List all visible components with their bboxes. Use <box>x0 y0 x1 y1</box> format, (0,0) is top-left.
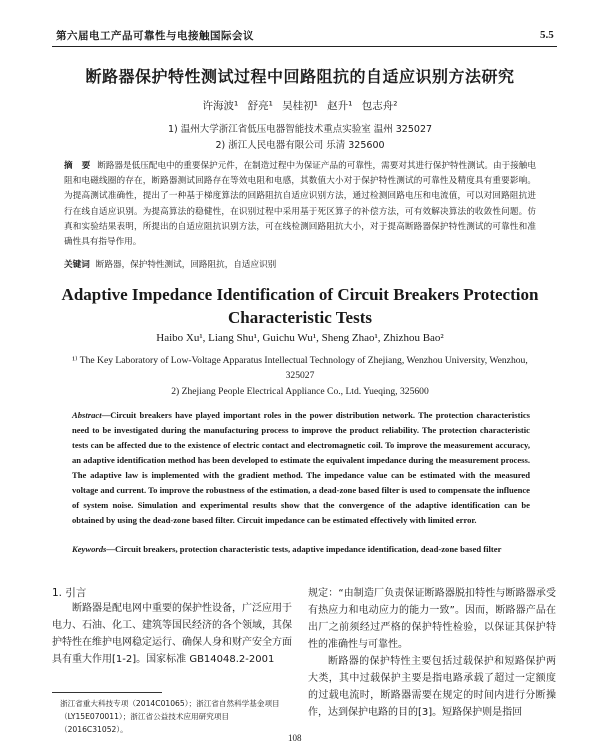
english-affiliation-2: 2) Zhejiang People Electrical Appliance Co., Ltd. Yueqing, 325600 <box>171 386 429 397</box>
english-keywords <box>72 544 532 554</box>
body-paragraph: 断路器的保护特性主要包括过载保护和短路保护两大类，其中过载保护主要是指电路承载了超过一定额度的过载电流时，断路器需要在规定的时间内进行分断操作，达到保护电路的目的[3]。短路保护则是指回 <box>308 656 556 718</box>
english-title <box>40 283 560 329</box>
chinese-abstract-text: 断路器是低压配电中的重要保护元件，在制造过程中为保证产品的可靠性，需要对其进行保护特性测试。由于接触电阻和电磁线圈的存在，断路器测试回路存在等效电阻和电感，其数值大小对于保护特性测试的可靠性及精度具有重要影响。为提高测试准确性，提出了一种基于梯度算法的回路阻抗自适应识别方法，通过检测回路电压和电流值，可以对回路阻抗进行在线自适应识别。为提高算法的稳健性，在识别过程中采用基于死区算子的补偿方法，可有效解决算法的收敛性问题。仿真和实验结果表明，所提出的自适应阻抗识别方法，可在线检测回路阻抗大小，对于提高断路器保护特性测试的可靠性和准确性具有指导作用。 <box>64 161 536 248</box>
english-keywords-label: Keywords— <box>72 544 115 554</box>
english-title-line-1: Adaptive Impedance Identification of Circuit Breakers Protection <box>61 285 539 304</box>
english-title-line-2: Characteristic Tests <box>227 308 372 327</box>
english-abstract-text: Circuit breakers have played important roles in the power distribution network. The protection characteristics need to be investigated during the manufacturing process to improve the product reliability. The protection characteristic tests can be affected due to the existence of electric contact and electromagnetic coil. To improve the measurement accuracy, an adaptive identification method has been developed to estimate the equivalent impedance during the measurement process. The adaptive law is implemented with the gradient method. The impedance value can be estimated with the measured voltage and current. To improve the robustness of the estimation, a dead-zone based filter is used to compensate the influence of system noise. Simulation and experimental results show that the convergence of the adaptive identification can be obtained by using the dead-zone based filter. Circuit impedance can be estimated effectively with limited error. <box>72 410 530 525</box>
chinese-title: 断路器保护特性测试过程中回路阻抗的自适应识别方法研究 <box>85 67 515 86</box>
body-paragraph: 规定：“由制造厂负责保证断路器脱扣特性与断路器承受有热应力和电动应力的能力一致”。因而，断路器产品在出厂之前须经过严格的保护特性检验，以保证其保护特性的准确性与可靠性。 <box>308 588 556 650</box>
chinese-abstract-label: 摘 要 <box>64 161 94 171</box>
chinese-keywords-label: 关键词 <box>64 260 90 270</box>
chinese-affiliation-1: 1) 温州大学浙江省低压电器智能技术重点实验室 温州 325027 <box>167 124 433 135</box>
body-paragraph: 断路器是配电网中重要的保护性设备，广泛应用于电力、石油、化工、建筑等国民经济的各个领域，其保护特性在维护电网稳定运行、确保人身和财产安全方面具有重大作用[1-2]。国家标准 GB14048.2-2001 <box>52 603 292 665</box>
body-right-column <box>308 585 556 721</box>
conference-header: 第六届电工产品可靠性与电接触国际会议 <box>56 30 254 42</box>
chinese-authors: 许海波¹ 舒亮¹ 吴桂初¹ 赵升¹ 包志舟² <box>202 100 398 112</box>
chinese-affiliation-2: 2) 浙江人民电器有限公司 乐清 325600 <box>215 140 385 151</box>
header-divider <box>52 46 557 47</box>
chinese-keywords-text: 断路器，保护特性测试，回路阻抗，自适应识别 <box>95 260 277 270</box>
page-code: 5.5 <box>540 29 554 41</box>
english-keywords-text: Circuit breakers, protection characteristic tests, adaptive impedance identification, dead-zone based filter <box>114 544 502 554</box>
english-affiliation-1: ¹⁾ The Key Laboratory of Low-Voltage Apparatus Intellectual Technology of Zhejiang, Wenzhou University, Wenzhou, 325027 <box>72 355 528 381</box>
english-authors: Haibo Xu¹, Liang Shu¹, Guichu Wu¹, Sheng Zhao¹, Zhizhou Bao² <box>156 332 444 344</box>
body-left-column <box>52 600 292 668</box>
chinese-abstract <box>64 159 536 250</box>
chinese-keywords <box>64 258 536 270</box>
funding-footnote: 浙江省重大科技专项（2014C01065）；浙江省自然科学基金项目（LY15E070011）；浙江省公益技术应用研究项目（2016C31052）。 <box>60 699 280 734</box>
page-number: 108 <box>288 733 302 743</box>
english-abstract <box>72 408 530 528</box>
section-heading-introduction: 1. 引言 <box>52 587 87 599</box>
english-abstract-label: Abstract— <box>72 410 111 420</box>
footnote-divider <box>52 692 162 693</box>
